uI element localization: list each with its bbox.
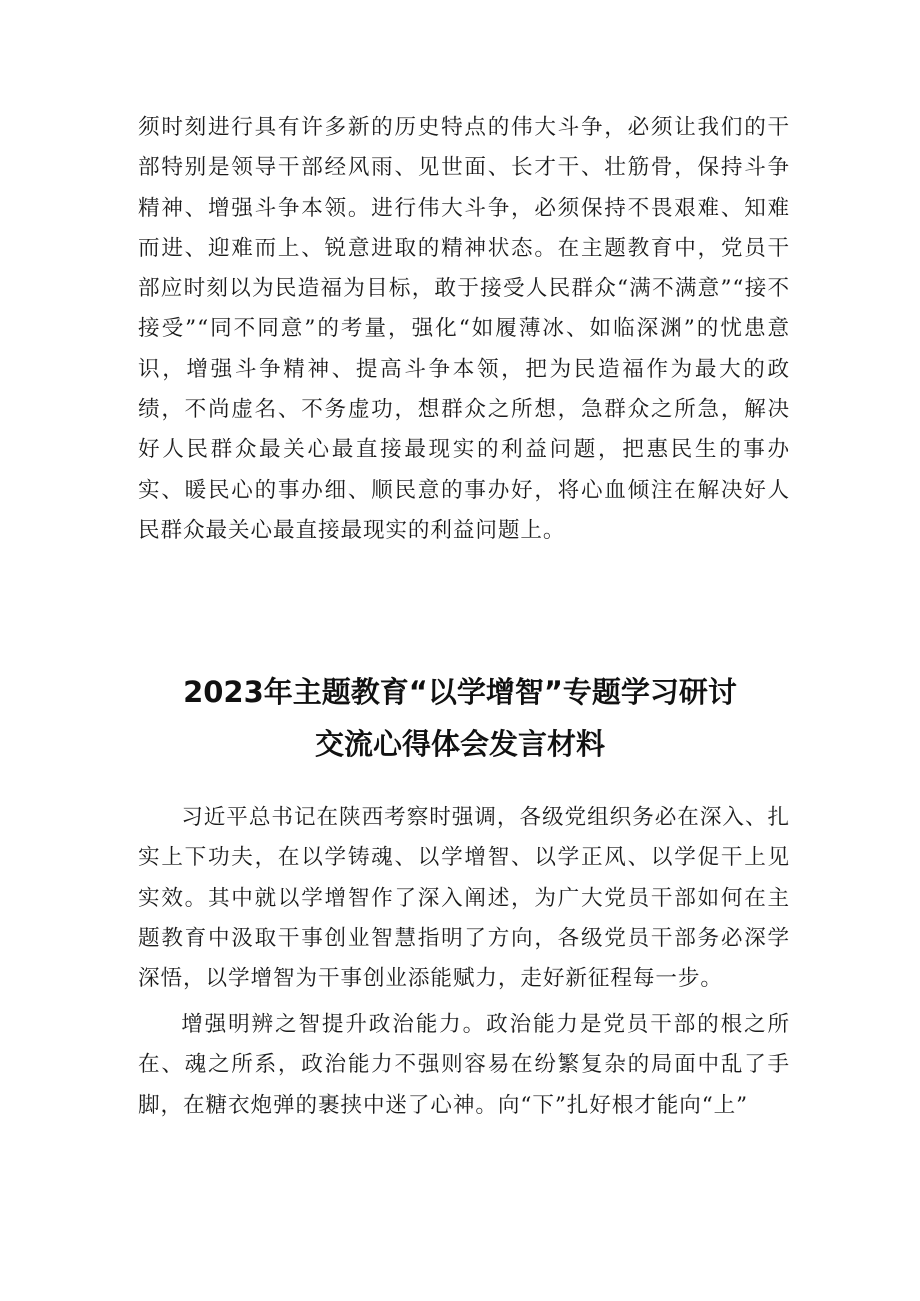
title-line-1: 2023年主题教育“以学增智”专题学习研讨 xyxy=(183,675,737,709)
continued-paragraph: 须时刻进行具有许多新的历史特点的伟大斗争，必须让我们的干部特别是领导干部经风雨、见世面、长才干、壮筋骨，保持斗争精神、增强斗争本领。进行伟大斗争，必须保持不畏艰难、知难而进、迎难而上、锐意进取的精神状态。在主题教育中，党员干部应时刻以为民造福为目标，敢于接受人民群众“满不满意”“接不接受”“同不同意”的考量，强化“如履薄冰、如临深渊”的忧患意识，增强斗争精神、提高斗争本领，把为民造福作为最大的政绩，不尚虚名、不务虚功，想群众之所想，急群众之所急，解决好人民群众最关心最直接最现实的利益问题，把惠民生的事办实、暖民心的事办细、顺民意的事办好，将心血倾注在解决好人民群众最关心最直接最现实的利益问题上。 xyxy=(138,115,790,543)
article-title xyxy=(100,666,820,770)
title-line-2: 交流心得体会发言材料 xyxy=(314,727,605,761)
paragraph-political-ability: 增强明辨之智提升政治能力。政治能力是党员干部的根之所在、魂之所系，政治能力不强则容易在纷繁复杂的局面中乱了手脚，在糖衣炮弹的裹挟中迷了心神。向“下”扎好根才能向“上” xyxy=(138,1012,790,1118)
paragraph-intro: 习近平总书记在陕西考察时强调，各级党组织务必在深入、扎实上下功夫，在以学铸魂、以学增智、以学正风、以学促干上见实效。其中就以学增智作了深入阐述，为广大党员干部如何在主题教育中汲取干事创业智慧指明了方向，各级党员干部务必深学深悟，以学增智为干事创业添能赋力，走好新征程每一步。 xyxy=(138,805,790,992)
